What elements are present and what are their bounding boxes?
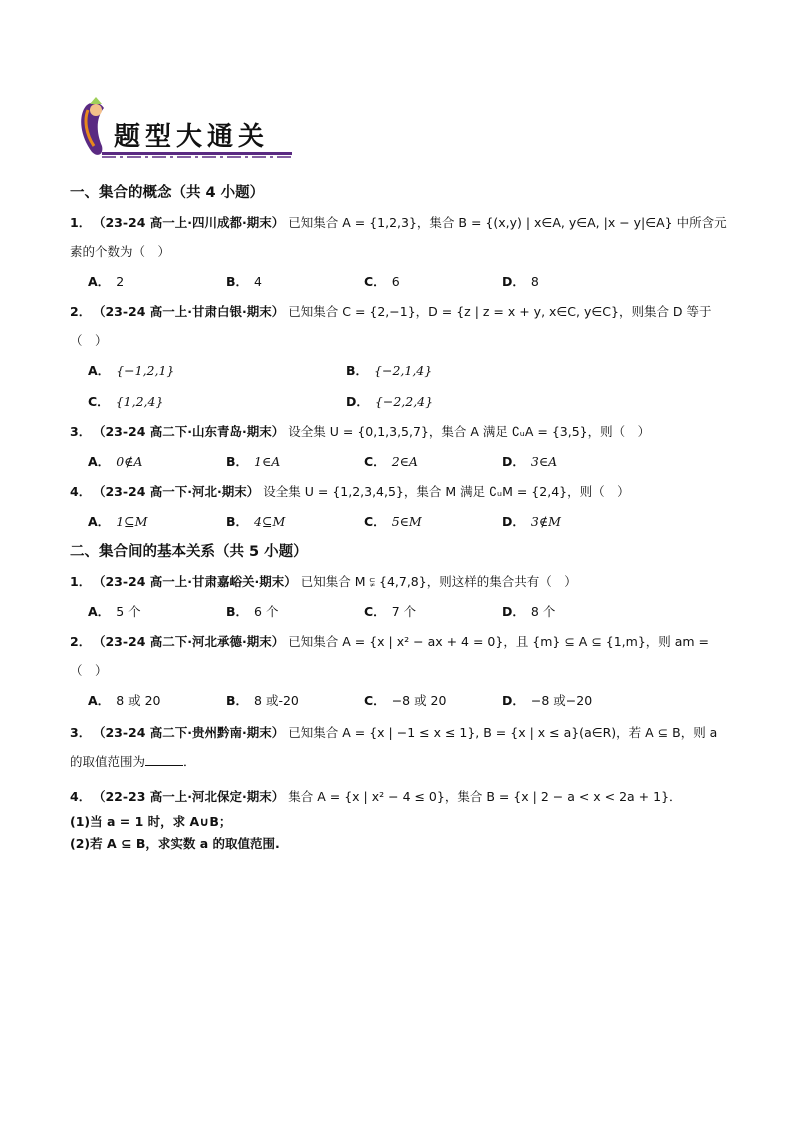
option: A． 0∉A (88, 454, 143, 469)
option: D． 3∈A (502, 454, 558, 469)
option: C． 6 (364, 274, 400, 289)
option: A． 8 或 20 (88, 693, 161, 708)
options-row (70, 685, 730, 716)
option: B． 6 个 (226, 604, 279, 619)
option: B． {−2,1,4} (346, 363, 433, 378)
options-row (70, 386, 730, 417)
options-row (70, 446, 730, 477)
header-banner (74, 96, 294, 162)
option: B． 1∈A (226, 454, 281, 469)
question: 3． （23-24 高二下·贵州黔南·期末） 已知集合 A = {x | −1 ≤ x ≤ 1}, B = {x | x ≤ a}(a∈R)，若 A ⊆ B，则 a 的取值范围为 ． (70, 725, 718, 769)
option: B． 4 (226, 274, 262, 289)
option: D． −8 或−20 (502, 693, 593, 708)
option: D． {−2,2,4} (346, 394, 434, 409)
sub-question: (1)当 a = 1 时，求 A∪B； (70, 814, 232, 829)
content (70, 178, 730, 855)
option: D． 8 个 (502, 604, 556, 619)
option: D． 3∉M (502, 514, 561, 529)
question: 1． （23-24 高一上·四川成都·期末） 已知集合 A = {1,2,3}，集合 B = {(x,y) | x∈A, y∈A, |x − y|∈A} 中所含元素的个数为（ ） (70, 215, 727, 259)
options-row (70, 266, 730, 297)
option: D． 8 (502, 274, 539, 289)
question: 4． （22-23 高一上·河北保定·期末） 集合 A = {x | x² − 4 ≤ 0}，集合 B = {x | 2 − a < x < 2a + 1}． (70, 789, 682, 804)
options-row (70, 355, 730, 386)
option: A． 5 个 (88, 604, 141, 619)
option: B． 4⊆M (226, 514, 286, 529)
option: C． 5∈M (364, 514, 422, 529)
options-row (70, 506, 730, 537)
option: A． {−1,2,1} (88, 363, 175, 378)
sub-question: (2)若 A ⊆ B，求实数 a 的取值范围. (70, 836, 280, 851)
question: 3． （23-24 高二下·山东青岛·期末） 设全集 U = {0,1,3,5,7}，集合 A 满足 ∁ᵤA = {3,5}，则（ ） (70, 424, 651, 439)
option: C． −8 或 20 (364, 693, 447, 708)
option: C． 7 个 (364, 604, 417, 619)
answer-blank[interactable] (145, 753, 183, 766)
question: 1． （23-24 高一上·甘肃嘉峪关·期末） 已知集合 M ⫋ {4,7,8}，则这样的集合共有（ ） (70, 574, 577, 589)
section-title: 二、集合间的基本关系（共 5 小题） (70, 544, 308, 560)
banner-title: 题型大通关 (114, 122, 270, 152)
question: 4． （23-24 高一下·河北·期末） 设全集 U = {1,2,3,4,5}，集合 M 满足 ∁ᵤM = {2,4}，则（ ） (70, 484, 630, 499)
option: A． 1⊆M (88, 514, 148, 529)
option: B． 8 或-20 (226, 693, 299, 708)
options-row (70, 596, 730, 627)
option: C． 2∈A (364, 454, 418, 469)
section-title: 一、集合的概念（共 4 小题） (70, 185, 265, 201)
option: A． 2 (88, 274, 125, 289)
question: 2． （23-24 高一上·甘肃白银·期末） 已知集合 C = {2,−1}，D = {z | z = x + y, x∈C, y∈C}，则集合 D 等于（ ） (70, 304, 712, 348)
question: 2． （23-24 高二下·河北承德·期末） 已知集合 A = {x | x² − ax + 4 = 0}，且 {m} ⊆ A ⊆ {1,m}，则 am =（ ） (70, 634, 710, 678)
option: C． {1,2,4} (88, 394, 164, 409)
